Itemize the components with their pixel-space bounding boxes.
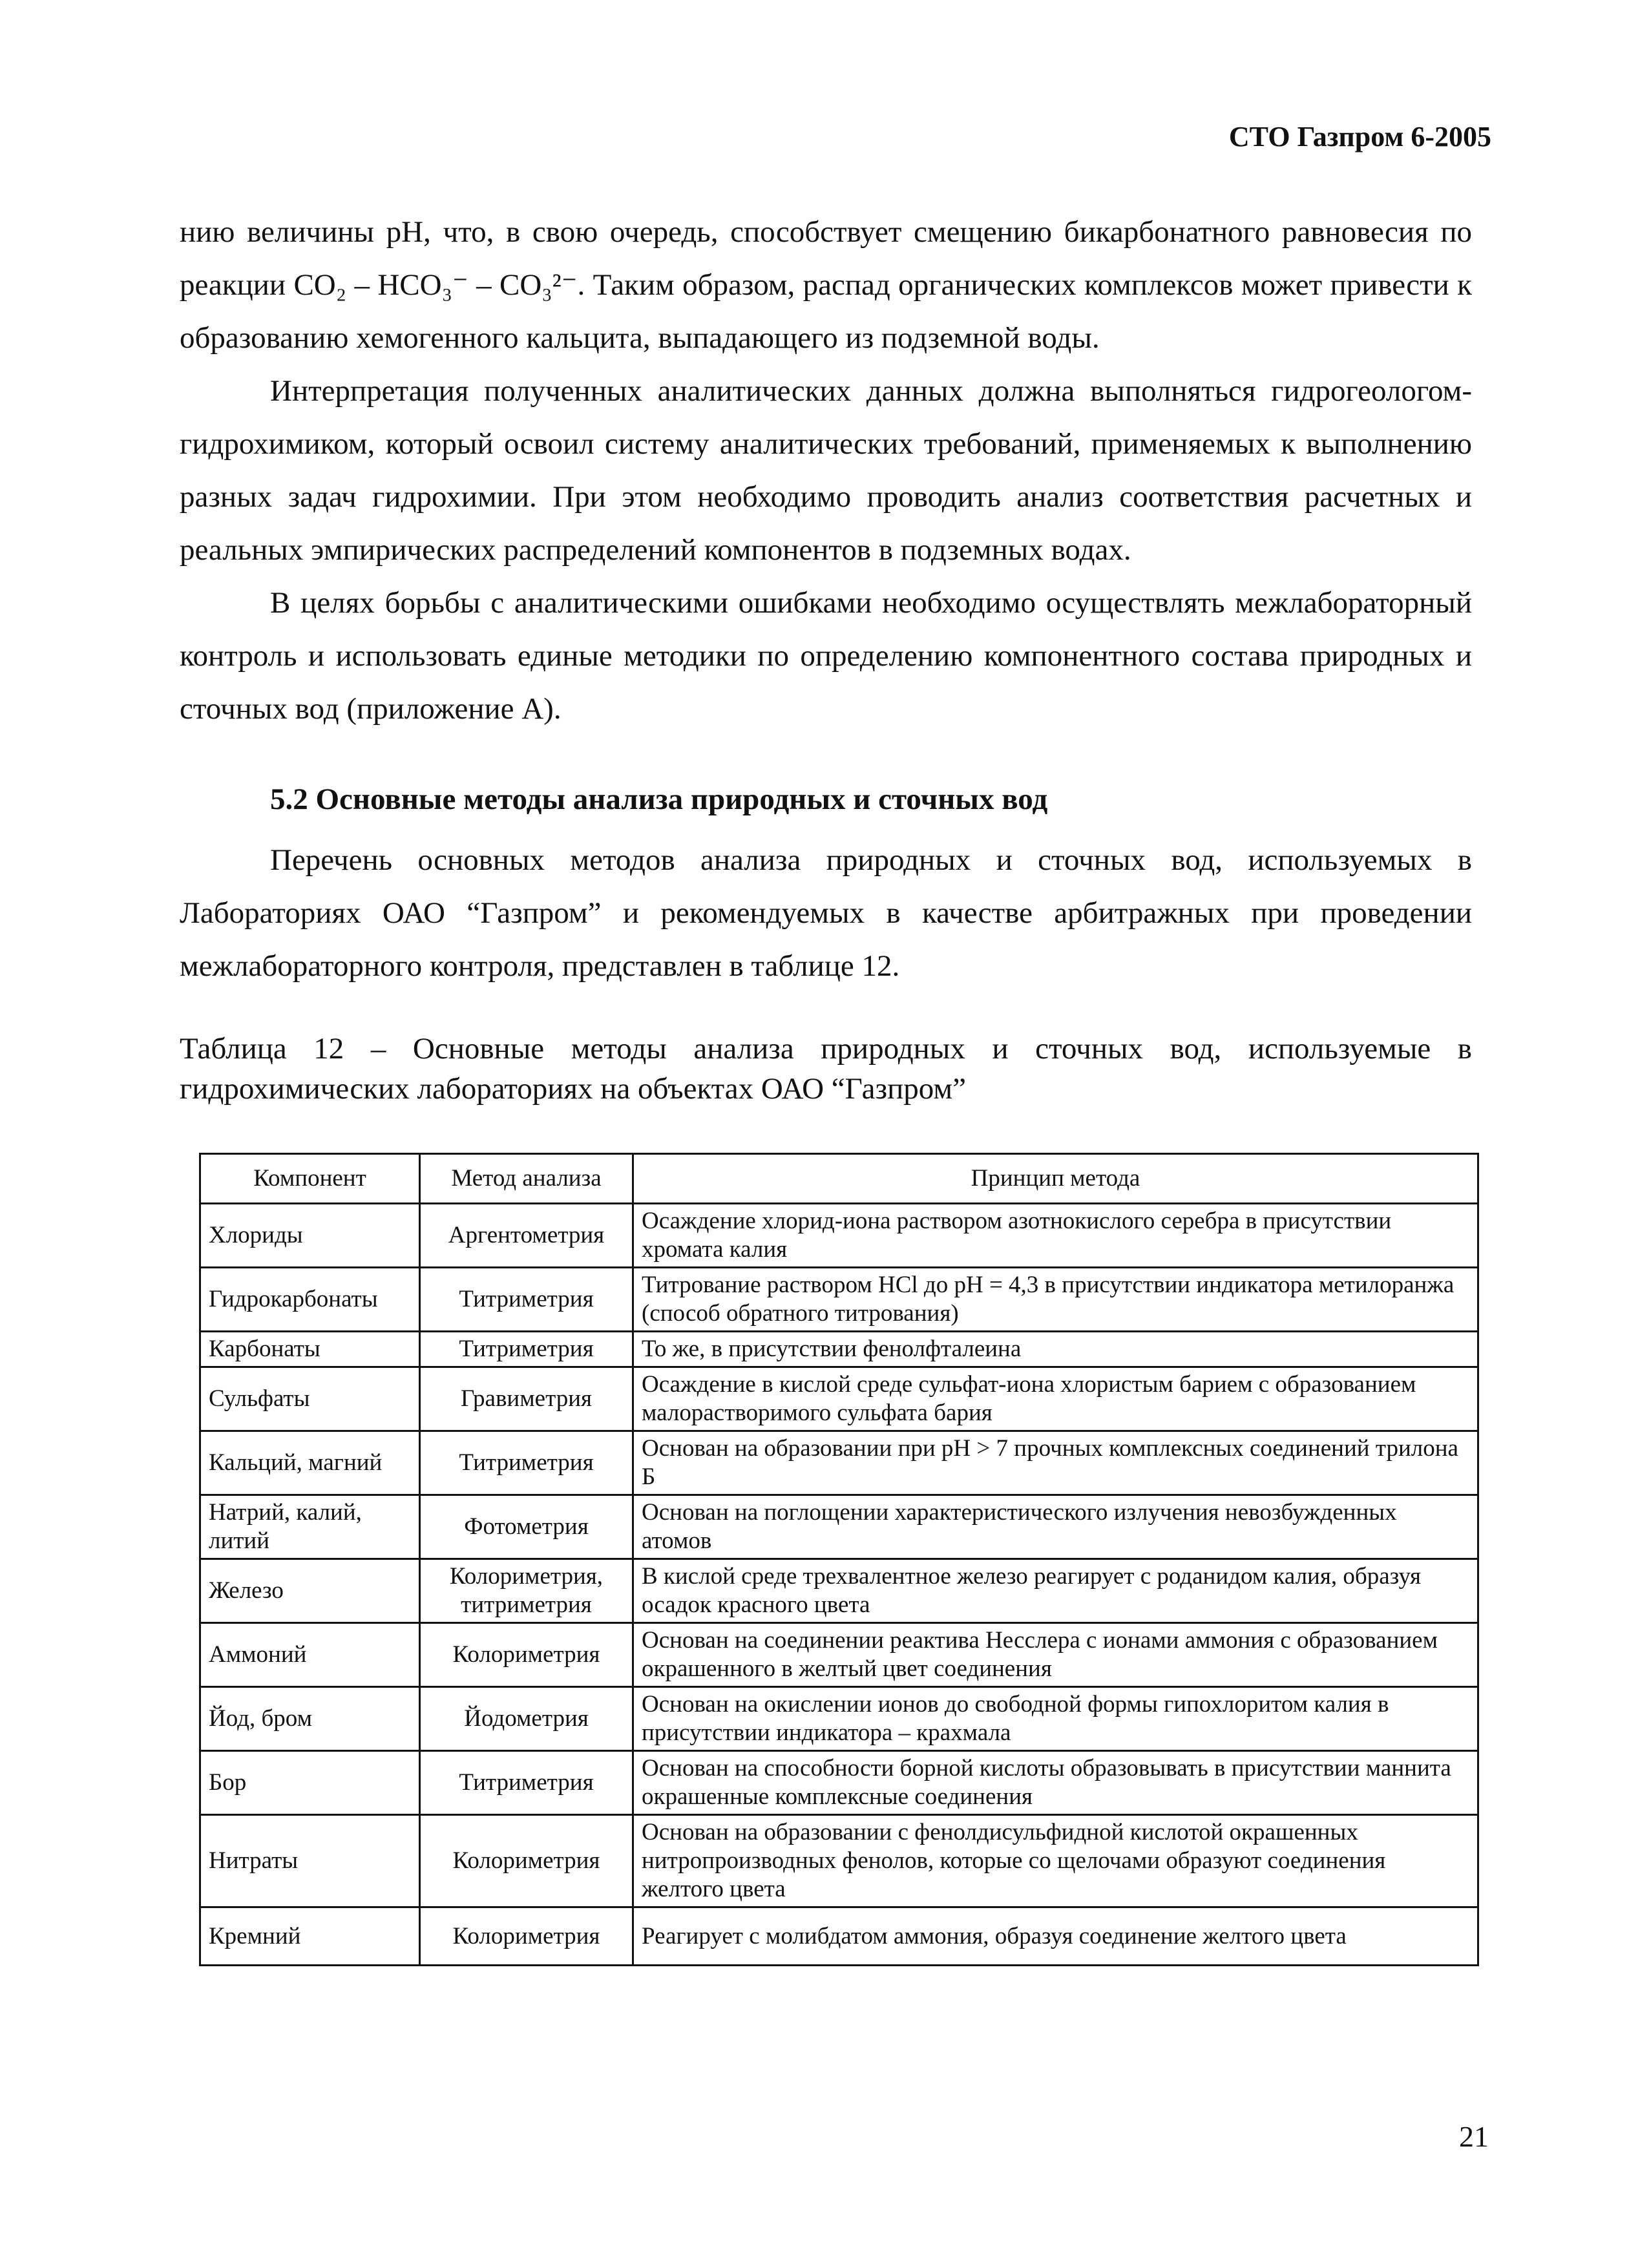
cell-component: Йод, бром <box>200 1687 420 1751</box>
cell-principle: В кислой среде трехвалентное железо реагирует с роданидом калия, образуя осадок красного цвета <box>633 1559 1478 1623</box>
column-header-principle: Принцип метода <box>633 1154 1478 1204</box>
cell-principle: Основан на способности борной кислоты образовывать в присутствии маннита окрашенные комплексные соединения <box>633 1751 1478 1815</box>
paragraph: нию величины pH, что, в свою очередь, способствует смещению бикарбонатного равновесия по реакции CO₂ – HCO₃⁻ – CO₃²⁻. Таким образом, распад органических комплексов может привести к образованию хемогенного кальцита, выпадающего из подземной воды. <box>180 215 1472 355</box>
table-row <box>200 1495 1478 1559</box>
cell-component: Хлориды <box>200 1204 420 1268</box>
table-row <box>200 1268 1478 1332</box>
cell-principle: Реагирует с молибдатом аммония, образуя соединение желтого цвета <box>633 1907 1478 1966</box>
cell-component: Кальций, магний <box>200 1431 420 1495</box>
cell-principle: Основан на образовании с фенолдисульфидной кислотой окрашенных нитропроизводных фенолов, которые со щелочами образуют соединения желтого цвета <box>633 1815 1478 1907</box>
cell-component: Бор <box>200 1751 420 1815</box>
table-row <box>200 1815 1478 1907</box>
cell-method: Титриметрия <box>420 1751 633 1815</box>
section-title: 5.2 Основные методы анализа природных и сточных вод <box>270 782 1048 816</box>
cell-component: Гидрокарбонаты <box>200 1268 420 1332</box>
table-row <box>200 1623 1478 1687</box>
cell-component: Карбонаты <box>200 1332 420 1367</box>
table-header-row <box>200 1154 1478 1204</box>
table-row <box>200 1751 1478 1815</box>
table-row <box>200 1687 1478 1751</box>
cell-method: Титриметрия <box>420 1332 633 1367</box>
table-row <box>200 1431 1478 1495</box>
cell-component: Натрий, калий, литий <box>200 1495 420 1559</box>
table-row <box>200 1367 1478 1431</box>
cell-method: Гравиметрия <box>420 1367 633 1431</box>
table-caption: Таблица 12 – Основные методы анализа природных и сточных вод, используемые в гидрохимических лабораториях на объектах ОАО “Газпром” <box>180 1032 1472 1106</box>
cell-component: Кремний <box>200 1907 420 1966</box>
methods-table-wrapper <box>199 1153 1477 1966</box>
body-text <box>180 205 1472 735</box>
table-body <box>200 1204 1478 1966</box>
page-number: 21 <box>1459 2120 1489 2153</box>
cell-principle: Основан на образовании при pH > 7 прочных комплексных соединений трилона Б <box>633 1431 1478 1495</box>
cell-method: Колориметрия <box>420 1907 633 1966</box>
cell-method: Титриметрия <box>420 1431 633 1495</box>
cell-component: Сульфаты <box>200 1367 420 1431</box>
cell-method: Колориметрия <box>420 1623 633 1687</box>
table-row <box>200 1204 1478 1268</box>
section-paragraph: Перечень основных методов анализа природных и сточных вод, используемых в Лабораториях ОАО “Газпром” и рекомендуемых в качестве арбитражных при проведении межлабораторного контроля, представлен в таблице 12. <box>180 843 1472 983</box>
column-header-component: Компонент <box>200 1154 420 1204</box>
document-code-header: СТО Газпром 6-2005 <box>1228 121 1491 152</box>
table-row <box>200 1559 1478 1623</box>
paragraph: В целях борьбы с аналитическими ошибками необходимо осуществлять межлабораторный контроль и использовать единые методики по определению компонентного состава природных и сточных вод (приложение А). <box>180 586 1472 726</box>
cell-principle: То же, в присутствии фенолфталеина <box>633 1332 1478 1367</box>
table-row <box>200 1332 1478 1367</box>
cell-principle: Основан на соединении реактива Несслера с ионами аммония с образованием окрашенного в желтый цвет соединения <box>633 1623 1478 1687</box>
cell-component: Нитраты <box>200 1815 420 1907</box>
cell-method: Колориметрия, титриметрия <box>420 1559 633 1623</box>
cell-principle: Осаждение хлорид-иона раствором азотнокислого серебра в присутствии хромата калия <box>633 1204 1478 1268</box>
methods-table <box>199 1153 1479 1966</box>
cell-component: Железо <box>200 1559 420 1623</box>
cell-method: Титриметрия <box>420 1268 633 1332</box>
cell-component: Аммоний <box>200 1623 420 1687</box>
cell-method: Йодометрия <box>420 1687 633 1751</box>
cell-method: Колориметрия <box>420 1815 633 1907</box>
cell-principle: Основан на поглощении характеристического излучения невозбужденных атомов <box>633 1495 1478 1559</box>
cell-method: Аргентометрия <box>420 1204 633 1268</box>
cell-principle: Титрование раствором HCl до pH = 4,3 в присутствии индикатора метилоранжа (способ обратного титрования) <box>633 1268 1478 1332</box>
cell-method: Фотометрия <box>420 1495 633 1559</box>
cell-principle: Осаждение в кислой среде сульфат-иона хлористым барием с образованием малорастворимого сульфата бария <box>633 1367 1478 1431</box>
paragraph: Интерпретация полученных аналитических данных должна выполняться гидрогеологом-гидрохимиком, который освоил систему аналитических требований, применяемых к выполнению разных задач гидрохимии. При этом необходимо проводить анализ соответствия расчетных и реальных эмпирических распределений компонентов в подземных водах. <box>180 374 1472 567</box>
column-header-method: Метод анализа <box>420 1154 633 1204</box>
table-row <box>200 1907 1478 1966</box>
cell-principle: Основан на окислении ионов до свободной формы гипохлоритом калия в присутствии индикатора – крахмала <box>633 1687 1478 1751</box>
